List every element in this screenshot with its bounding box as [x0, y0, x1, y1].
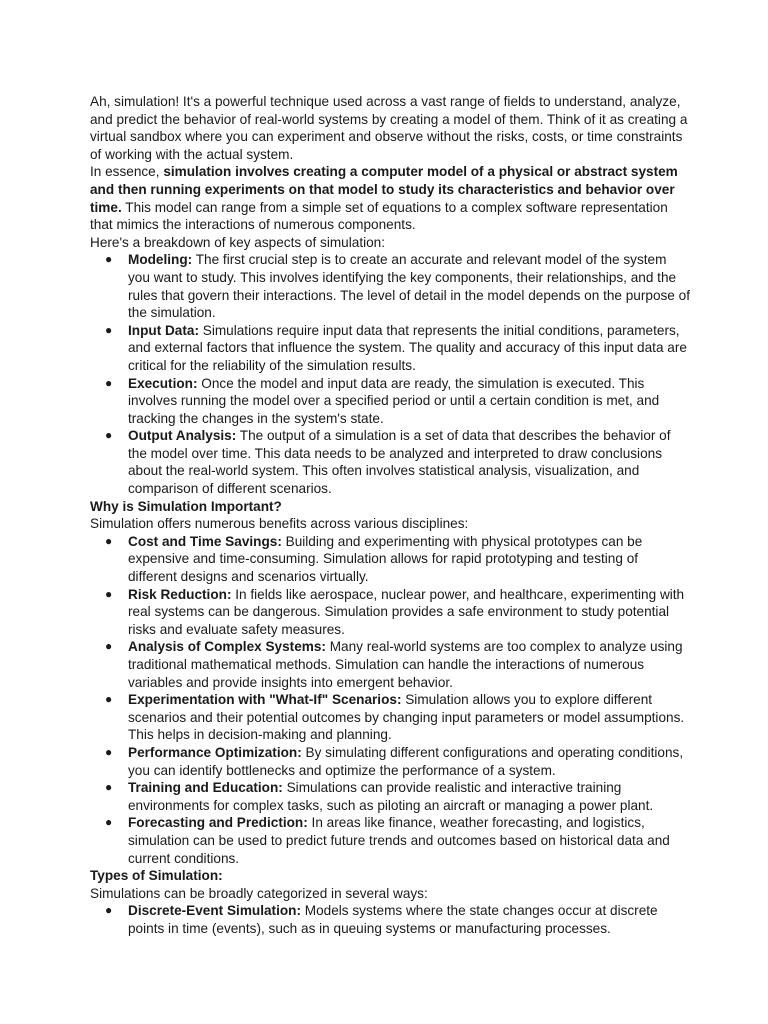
item-text: Simulations require input data that represents the initial conditions, parameters, and external factors that influence the system. The quality and accuracy of this input data are critical for the reliability of the simulation results. [128, 322, 687, 373]
item-term: Output Analysis: [128, 428, 237, 444]
item-text: Simulation allows you to explore different scenarios and their potential outcomes by changing input parameters or model assumptions. This helps in decision-making and planning. [128, 692, 685, 743]
types-list [90, 902, 690, 937]
item-term: Modeling: [128, 252, 193, 268]
bullet-icon: ● [105, 692, 113, 707]
aspects-list [90, 251, 690, 497]
list-item [90, 638, 690, 691]
bullet-icon: ● [105, 903, 113, 918]
item-text: In fields like aerospace, nuclear power, and healthcare, experimenting with real systems can be dangerous. Simulation provides a safe environment to study potential risks and evaluate safety measures. [128, 586, 685, 637]
essence-bold: simulation involves creating a computer model of a physical or abstract system and then running experiments on that model to study its characteristics and behavior over time. [90, 164, 678, 215]
list-item [90, 779, 690, 814]
item-text: Models systems where the state changes occur at discrete points in time (events), such as in queuing systems or manufacturing processes. [128, 903, 658, 936]
bullet-icon: ● [105, 780, 113, 795]
list-item [90, 586, 690, 639]
list-item [90, 902, 690, 937]
item-term: Risk Reduction: [128, 586, 232, 602]
bullet-icon: ● [105, 252, 113, 267]
list-item [90, 691, 690, 744]
item-term: Cost and Time Savings: [128, 533, 282, 549]
item-term: Discrete-Event Simulation: [128, 903, 301, 919]
intro-paragraph: Ah, simulation! It's a powerful technique used across a vast range of fields to understand, analyze, and predict the behavior of real-world systems by creating a model of them. Think of it as creating a virtual sandbox where you can experiment and observe without the risks, costs, or time constraints of working with the actual system. [90, 94, 688, 162]
item-text: Simulations can provide realistic and interactive training environments for complex tasks, such as piloting an aircraft or managing a power plant. [128, 780, 654, 813]
list-item [90, 322, 690, 375]
list-item [90, 251, 690, 321]
types-intro: Simulations can be broadly categorized in several ways: [90, 885, 428, 901]
item-term: Experimentation with "What-If" Scenarios: [128, 692, 402, 708]
why-heading: Why is Simulation Important? [90, 498, 282, 514]
item-text: By simulating different configurations and operating conditions, you can identify bottlenecks and optimize the performance of a system. [128, 744, 684, 778]
breakdown-intro: Here's a breakdown of key aspects of simulation: [90, 234, 386, 250]
bullet-icon: ● [105, 533, 113, 548]
bullet-icon: ● [105, 744, 113, 759]
bullet-icon: ● [105, 428, 113, 443]
item-text: The output of a simulation is a set of data that describes the behavior of the model over time. This data needs to be analyzed and interpreted to draw conclusions about the real-world system. This often involves statistical analysis, visualization, and comparison of different scenarios. [128, 428, 671, 497]
bullet-icon: ● [105, 815, 113, 830]
list-item [90, 814, 690, 867]
item-term: Training and Education: [128, 780, 283, 796]
why-intro: Simulation offers numerous benefits across various disciplines: [90, 516, 469, 532]
bullet-icon: ● [105, 322, 113, 337]
benefits-list [90, 533, 690, 867]
types-heading: Types of Simulation: [90, 868, 223, 884]
bullet-icon: ● [105, 639, 113, 654]
list-item [90, 744, 690, 779]
bullet-icon: ● [105, 586, 113, 601]
essence-lead: In essence, [90, 164, 164, 180]
item-term: Analysis of Complex Systems: [128, 639, 326, 655]
item-term: Forecasting and Prediction: [128, 815, 308, 831]
item-term: Input Data: [128, 322, 199, 338]
document-page [90, 93, 690, 938]
item-text: Many real-world systems are too complex to analyze using traditional mathematical methods. Simulation can handle the interactions of numerous variables and provide insights into emergent behavior. [128, 639, 683, 690]
list-item [90, 533, 690, 586]
list-item [90, 375, 690, 428]
item-term: Performance Optimization: [128, 744, 302, 760]
list-item [90, 427, 690, 497]
item-text: Building and experimenting with physical prototypes can be expensive and time-consuming. Simulation allows for rapid prototyping and testing of different designs and scenarios virtually. [128, 533, 643, 585]
item-term: Execution: [128, 375, 198, 391]
item-text: In areas like finance, weather forecasting, and logistics, simulation can be used to predict future trends and outcomes based on historical data and current conditions. [128, 815, 670, 866]
bullet-icon: ● [105, 375, 113, 390]
essence-paragraph [90, 163, 690, 233]
item-text: The first crucial step is to create an accurate and relevant model of the system you want to study. This involves identifying the key components, their relationships, and the rules that govern their interactions. The level of detail in the model depends on the purpose of the simulation. [128, 252, 690, 321]
item-text: Once the model and input data are ready, the simulation is executed. This involves running the model over a specified period or until a certain condition is met, and tracking the changes in the system's state. [128, 375, 660, 426]
essence-rest: This model can range from a simple set of equations to a complex software representation that mimics the interactions of numerous components. [90, 199, 668, 233]
